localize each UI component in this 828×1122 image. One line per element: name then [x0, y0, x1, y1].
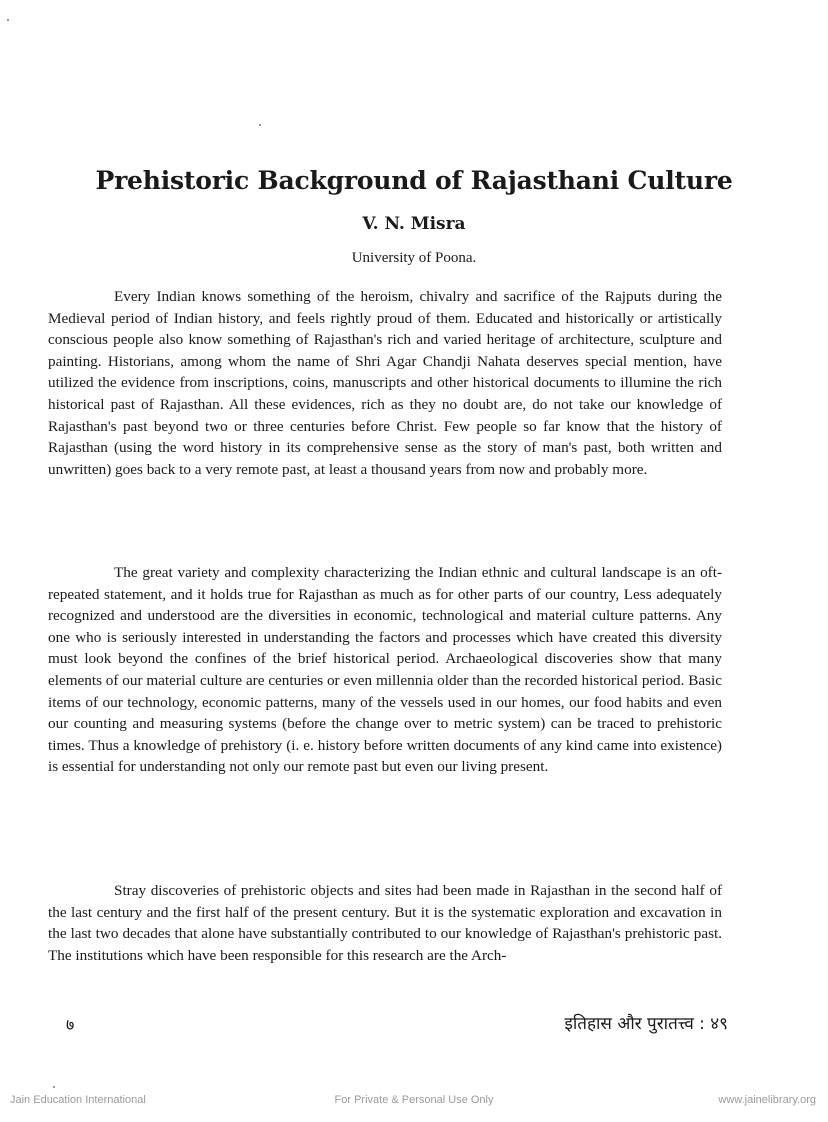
footer-publisher: Jain Education International — [10, 1094, 146, 1106]
scan-speck — [53, 1086, 55, 1088]
article-title: Prehistoric Background of Rajasthani Culture — [95, 166, 733, 195]
scan-speck — [259, 124, 261, 126]
body-paragraph: The great variety and complexity characterizing the Indian ethnic and cultural landscape is an oft-repeated statement, and it holds true for Rajasthan as much as for other parts of our country, Less adequately recognized and understood are the diversities in economic, technological and material culture patterns. Any one who is seriously interested in understanding the factors and processes which have created this diversity must look beyond the confines of the brief historical period. Archaeological discoveries show that many elements of our material culture are centuries or even millennia older than the recorded historical period. Basic items of our technology, economic patterns, many of the vessels used in our homes, our food habits and even our counting and measuring systems (before the change over to metric system) can be traced to prehistoric times. Thus a knowledge of prehistory (i. e. history before written documents of any kind came into existence) is essential for understanding not only our remote past but even our living present. — [48, 564, 722, 776]
page-number-devanagari: ७ — [66, 1015, 75, 1034]
scan-speck — [7, 19, 9, 21]
footer-usage-note: For Private & Personal Use Only — [334, 1094, 494, 1106]
body-paragraph: Stray discoveries of prehistoric objects and sites had been made in Rajasthan in the second half of the last century and the first half of the present century. But it is the systematic exploration and excavation in the last two decades that alone have substantially contributed to our knowledge of Rajasthan's prehistoric past. The institutions which have been responsible for this research are the Arch- — [48, 882, 722, 964]
article-author: V. N. Misra — [362, 214, 466, 234]
journal-running-footer: इतिहास और पुरातत्त्व : ४९ — [564, 1014, 728, 1034]
body-paragraph: Every Indian knows something of the heroism, chivalry and sacrifice of the Rajputs during the Medieval period of Indian history, and feels rightly proud of them. Educated and historically or artistically conscious people also know something of Rajasthan's rich and varied heritage of architecture, sculpture and painting. Historians, among whom the name of Shri Agar Chandji Nahata deserves special mention, have utilized the evidence from inscriptions, coins, manuscripts and other historical documents to illumine the rich historical past of Rajasthan. All these evidences, rich as they no doubt are, do not take our knowledge of Rajasthan's past beyond two or three centuries before Christ. Few people so far know that the history of Rajasthan (using the word history in its comprehensive sense as the story of man's past, both written and unwritten) goes back to a very remote past, at least a thousand years from now and probably more. — [48, 288, 722, 478]
footer-website-link[interactable]: www.jainelibrary.org — [718, 1094, 816, 1106]
author-affiliation: University of Poona. — [351, 250, 477, 266]
